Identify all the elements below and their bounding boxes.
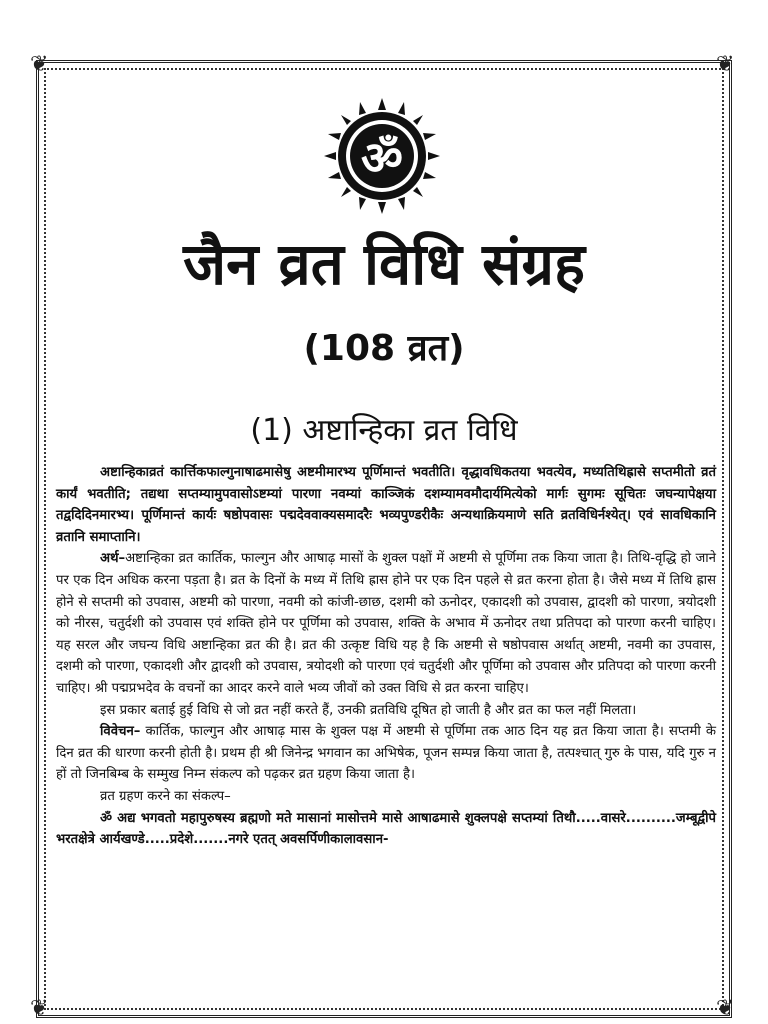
- commentary-text: कार्तिक, फाल्गुन और आषाढ़ मास के शुक्ल पक्ष में अष्टमी से पूर्णिमा तक आठ दिन यह व्रत किया जाता है। सप्तमी के दिन व्रत की धारणा करनी होती है। प्रथम ही श्री जिनेन्द्र भगवान का अभिषेक, पूजन सम्पन्न किया जाता है, तत्पश्चात् गुरु के पास, यदि गुरु न हों तो जिनबिम्ब के सम्मुख निम्न संकल्प को पढ़कर व्रत ग्रहण किया जाता है।: [56, 724, 716, 783]
- corner-flourish-top-left: ❦: [30, 52, 49, 77]
- meaning-label: अर्थ–: [100, 551, 126, 567]
- om-logo: [322, 96, 442, 216]
- book-subtitle: (108 व्रत): [303, 328, 465, 369]
- svg-text:ॐ: ॐ: [361, 131, 403, 185]
- corner-flourish-top-right: ❦: [716, 52, 735, 77]
- sanskrit-paragraph: अष्टान्हिकाव्रतं कार्त्तिकफाल्गुनाषाढमासेषु अष्टमीमारभ्य पूर्णिमान्तं भवतीति। वृद्धावधिकतया भवत्येव, मध्यतिथिह्रासे सप्तमीतो व्रतं कार्यं भवतीति; तद्यथा सप्तम्यामुपवासोऽष्टम्यां पारणा नवम्यां काञ्जिकं दशम्यामवमौदार्यमित्येको मार्गः सुगमः सूचितः जघन्यापेक्षया तद्वदिदिनमारभ्य। पूर्णिमान्तं कार्यः षष्ठोपवासः पद्मदेववाक्यसमादरैः भव्यपुण्डरीकैः अन्यथाक्रियमाणे सति व्रतविधिर्नश्येत्। एवं सावधिकानि व्रतानि समाप्तानि।: [56, 465, 716, 545]
- warning-paragraph: इस प्रकार बताई हुई विधि से जो व्रत नहीं करते हैं, उनकी व्रतविधि दूषित हो जाती है और व्रत का फल नहीं मिलता।: [100, 702, 637, 718]
- book-title: जैन व्रत विधि संग्रह: [183, 230, 585, 298]
- corner-flourish-bottom-left: ❦: [30, 996, 49, 1021]
- corner-flourish-bottom-right: ❦: [716, 996, 735, 1021]
- commentary-label: विवेचन–: [100, 724, 141, 740]
- meaning-text: अष्टान्हिका व्रत कार्तिक, फाल्गुन और आषाढ़ मासों के शुक्ल पक्षों में अष्टमी से पूर्णिमा तक किया जाता है। तिथि-वृद्धि हो जाने पर एक दिन अधिक करना पड़ता है। व्रत के दिनों के मध्य में तिथि ह्रास होने पर एक दिन पहले से व्रत करना होता है। जैसे मध्य में तिथि ह्रास होने से सप्तमी को उपवास, अष्टमी को पारणा, नवमी को कांजी-छाछ, दशमी को ऊनोदर, एकादशी को उपवास, द्वादशी को पारणा, त्रयोदशी को नीरस, चतुर्दशी को उपवास एवं शक्ति होने पर पूर्णिमा को उपवास, शक्ति के अभाव में ऊनोदर तथा प्रतिपदा को पारणा करनी चाहिए। यह सरल और जघन्य विधि अष्टान्हिका व्रत की है। व्रत की उत्कृष्ट विधि यह है कि अष्टमी से षष्ठोपवास अर्थात् अष्टमी, नवमी का उपवास, दशमी को पारणा, एकादशी और द्वादशी को उपवास, त्रयोदशी को पारणा एवं चतुर्दशी और पूर्णिमा को उपवास और प्रतिपदा को पारणा करनी चाहिए। श्री पद्मप्रभदेव के वचनों का आदर करने वाले भव्य जीवों को उक्त विधि से व्रत करना चाहिए।: [56, 551, 716, 696]
- meaning-paragraph: [56, 548, 716, 699]
- resolution-heading: व्रत ग्रहण करने का संकल्प–: [100, 788, 231, 804]
- commentary-paragraph: [56, 721, 716, 786]
- om-symbol-icon: [322, 96, 442, 216]
- section-heading: (1) अष्टान्हिका व्रत विधि: [250, 413, 518, 448]
- body-text: [56, 462, 716, 851]
- resolution-text: ॐ अद्य भगवतो महापुरुषस्य ब्रह्मणो मते मासानां मासोत्तमे मासे आषाढमासे शुक्लपक्षे सप्तम्यां तिथौ.....वासरे..........जम्बूद्वीपे भरतक्षेत्रे आर्यखण्डे.....प्रदेशे.......नगरे एतत् अवसर्पिणीकालावसान-: [56, 810, 716, 848]
